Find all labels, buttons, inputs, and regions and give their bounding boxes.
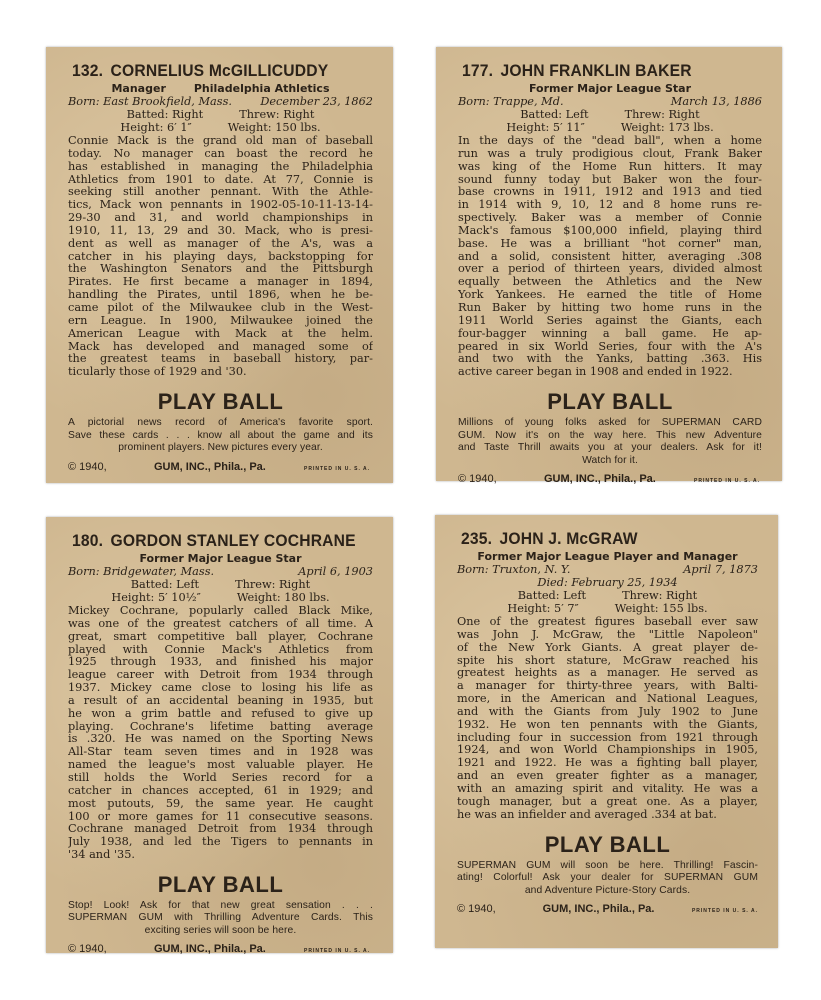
ad-line: and Taste Thrill awaits you at your dealers. Ask for it! bbox=[458, 442, 762, 454]
size-row bbox=[458, 121, 762, 134]
card-number: 132. bbox=[72, 61, 104, 80]
born-row bbox=[458, 95, 762, 108]
bio-line: playing. Cochrane's lifetime batting average bbox=[68, 720, 373, 733]
bio-line: American League with Mack at the helm. bbox=[68, 327, 373, 340]
baseball-card-132 bbox=[46, 47, 393, 483]
bio-line: equally between the Athletics and the New bbox=[458, 276, 762, 289]
bio-line: seeking still another pennant. With the Athle- bbox=[68, 186, 373, 199]
bio-line: with an amazing spirit and vitality. He was a bbox=[457, 782, 758, 795]
ad-line: exciting series will soon be here. bbox=[144, 924, 297, 936]
batted: Batted: Right bbox=[126, 108, 204, 121]
bio-line: 1924, and won World Championships in 1905, bbox=[457, 744, 758, 757]
publisher: GUM, INC., Phila., Pa. bbox=[544, 473, 656, 486]
play-ball-heading: PLAY BALL bbox=[547, 389, 673, 415]
ad-line: GUM. Now it's on the way here. This new Adventure bbox=[458, 429, 762, 441]
bio-line: over a period of thirteen years, divided almost bbox=[458, 263, 762, 276]
bio-line: Mickey Cochrane, popularly called Black Mike, bbox=[68, 605, 373, 617]
bio-line: he won a grim battle and refused to give up bbox=[68, 707, 373, 720]
bio-line: he was an infielder and averaged .334 at bat. bbox=[457, 808, 717, 821]
baseball-card-177 bbox=[436, 47, 782, 486]
subtitle-part: Manager bbox=[111, 82, 166, 95]
printed-in-usa: PRINTED IN U. S. A. bbox=[694, 478, 761, 485]
card-number: 180. bbox=[72, 531, 104, 550]
died-date: Died: February 25, 1934 bbox=[537, 576, 678, 589]
bio-line: July 1938, and led the Tigers to pennants in bbox=[68, 836, 373, 849]
bio-line: was one of the greatest catchers of all time. A bbox=[68, 617, 373, 630]
printed-in-usa: PRINTED IN U. S. A. bbox=[691, 908, 758, 914]
subtitle-part: Former Major League Player and Manager bbox=[477, 550, 738, 563]
subtitle-part: Former Major League Star bbox=[528, 82, 692, 95]
bio-line: All-Star team seven times and in 1928 was bbox=[68, 746, 373, 759]
bio-line: base crowns in 1911, 1912 and 1913 and tied bbox=[458, 186, 762, 199]
bio-line: ticularly those of 1929 and '30. bbox=[68, 366, 247, 379]
born-date: April 6, 1903 bbox=[298, 565, 373, 578]
bio-line: has established in managing the Philadelphia bbox=[68, 160, 373, 173]
bio-line: handling the Pirates, until 1896, when he be- bbox=[68, 289, 373, 302]
subtitle-part: Philadelphia Athletics bbox=[193, 82, 330, 95]
card-subtitle bbox=[68, 552, 373, 565]
bio-line: great, smart competitive ball player, Cochrane bbox=[68, 630, 373, 643]
bio-line: spite his short stature, McGraw reached his bbox=[457, 654, 758, 667]
bio-line: more, in the American and National Leagues, bbox=[457, 693, 758, 706]
player-name: JOHN FRANKLIN BAKER bbox=[500, 61, 692, 80]
card-subtitle bbox=[458, 82, 762, 95]
ad-line: and Adventure Picture-Story Cards. bbox=[524, 884, 691, 896]
baseball-card-180 bbox=[46, 517, 393, 956]
weight: Weight: 150 lbs. bbox=[227, 121, 321, 134]
bio-line: peared in six World Series, four with the A's bbox=[458, 340, 762, 353]
batting-row bbox=[457, 589, 758, 602]
copyright: © 1940, bbox=[457, 903, 496, 915]
bio-line: a result of an accidental beaning in 1935, but bbox=[68, 694, 373, 707]
bio-line: including four in succession from 1921 through bbox=[457, 731, 758, 744]
baseball-card-235 bbox=[435, 515, 778, 948]
height: Height: 5′ 11″ bbox=[506, 121, 585, 134]
bio-line: 1910, 11, 13, 29 and 30. Mack, who is presi- bbox=[68, 224, 373, 237]
bio-line: 1932. He won ten pennants with the Giants, bbox=[457, 718, 758, 731]
biography bbox=[68, 135, 373, 379]
card-number: 235. bbox=[461, 529, 493, 548]
bio-line: still holds the World Series record for a bbox=[68, 771, 373, 784]
card-footer bbox=[68, 461, 373, 473]
player-name: GORDON STANLEY COCHRANE bbox=[110, 531, 356, 550]
card-title bbox=[462, 61, 738, 81]
bio-line: greatest heights as a manager. He served as bbox=[457, 667, 758, 680]
ad-line: prominent players. New pictures every year. bbox=[118, 442, 323, 454]
bio-line: of the New York Giants. A great player de- bbox=[457, 641, 758, 654]
bio-line: four-bagger winning a ball game. He ap- bbox=[458, 327, 762, 340]
ad-line: SUPERMAN GUM will soon be here. Thrilling! Fascin- bbox=[457, 859, 758, 871]
publisher: GUM, INC., Phila., Pa. bbox=[154, 460, 266, 473]
player-name: CORNELIUS McGILLICUDDY bbox=[110, 61, 329, 80]
card-footer bbox=[68, 943, 373, 955]
bio-line: tics, Mack won pennants in 1902-05-10-11-13-14- bbox=[68, 199, 373, 212]
born-place: Born: East Brookfield, Mass. bbox=[68, 95, 232, 108]
bio-line: and an even greater fighter as a manager, bbox=[457, 770, 758, 783]
card-title bbox=[72, 61, 349, 81]
bio-line: One of the greatest figures baseball ever saw bbox=[457, 616, 758, 628]
weight: Weight: 173 lbs. bbox=[620, 121, 714, 134]
batted: Batted: Left bbox=[517, 589, 587, 602]
bio-line: 29-30 and 31, and world championships in bbox=[68, 212, 373, 225]
bio-line: active career began in 1908 and ended in 1922. bbox=[458, 366, 733, 379]
bio-line: and a solid, consistent hitter, averaging .308 bbox=[458, 250, 762, 263]
publisher: GUM, INC., Phila., Pa. bbox=[542, 903, 655, 915]
bio-line: Athletics from 1901 to date. At 77, Connie is bbox=[68, 173, 373, 186]
play-ball-heading: PLAY BALL bbox=[544, 831, 671, 857]
threw: Threw: Right bbox=[624, 108, 700, 121]
bio-line: and with the Giants from July 1902 to June bbox=[457, 705, 758, 718]
bio-line: and two with the Yanks, batting .363. His bbox=[458, 353, 762, 366]
card-number: 177. bbox=[462, 61, 494, 80]
born-row bbox=[68, 565, 373, 578]
bio-line: Mack's famous $100,000 infield, playing third bbox=[458, 224, 762, 237]
bio-line: dent as well as manager of the A's, was a bbox=[68, 237, 373, 250]
size-row bbox=[68, 121, 373, 134]
bio-line: 1911 World Series against the Giants, each bbox=[458, 314, 762, 327]
publisher: GUM, INC., Phila., Pa. bbox=[154, 943, 266, 956]
threw: Threw: Right bbox=[235, 578, 311, 591]
height: Height: 5′ 10½″ bbox=[111, 591, 201, 604]
batted: Batted: Left bbox=[520, 108, 589, 121]
bio-line: is .320. He was named on the Sporting News bbox=[68, 733, 373, 746]
born-place: Born: Bridgewater, Mass. bbox=[68, 565, 215, 578]
bio-line: in 1914 with 9, 10, 12 and 8 home runs re- bbox=[458, 199, 762, 212]
bio-line: played with Connie Mack's Athletics from bbox=[68, 643, 373, 656]
bio-line: York Yankees. He earned the title of Home bbox=[458, 289, 762, 302]
printed-in-usa: PRINTED IN U. S. A. bbox=[304, 465, 371, 472]
weight: Weight: 180 lbs. bbox=[236, 591, 330, 604]
play-ball-heading: PLAY BALL bbox=[157, 871, 284, 897]
bio-line: Pirates. He first became a manager in 1894, bbox=[68, 276, 373, 289]
biography bbox=[457, 616, 758, 822]
ad-line: Millions of young folks asked for SUPERMAN CARD bbox=[458, 417, 762, 429]
card-footer bbox=[457, 903, 758, 915]
died-row bbox=[457, 576, 758, 589]
bio-line: today. No manager can boast the record he bbox=[68, 147, 373, 160]
ad-line: ating! Colorful! Ask your dealer for SUPERMAN GUM bbox=[457, 872, 758, 883]
biography bbox=[458, 135, 762, 379]
bio-line: named the league's most valuable player. He bbox=[68, 759, 373, 772]
ad-line: Stop! Look! Ask for that new great sensation . . . bbox=[68, 899, 373, 911]
bio-line: the greatest teams in baseball history, par- bbox=[68, 353, 373, 366]
bio-line: run was a truly prodigious clout, Frank Baker bbox=[458, 147, 762, 160]
bio-line: was John J. McGraw, the "Little Napoleon" bbox=[457, 628, 758, 641]
bio-line: tough manager, but a great one. As a player, bbox=[457, 795, 758, 808]
batting-row bbox=[458, 108, 762, 121]
bio-line: sound funny today but Baker won the four- bbox=[458, 173, 762, 186]
born-place: Born: Truxton, N. Y. bbox=[457, 563, 571, 576]
ad-line: Watch for it. bbox=[582, 454, 638, 466]
born-date: April 7, 1873 bbox=[683, 563, 758, 576]
bio-line: 1937. Mickey came close to losing his life as bbox=[68, 682, 373, 695]
card-subtitle bbox=[68, 82, 373, 95]
bio-line: catcher in chances accepted, 61 in 1929; and bbox=[68, 784, 373, 797]
born-row bbox=[457, 563, 758, 576]
bio-line: ern League. In 1900, Milwaukee joined the bbox=[68, 314, 373, 327]
bio-line: Run Baker by hitting two home runs in the bbox=[458, 301, 762, 314]
printed-in-usa: PRINTED IN U. S. A. bbox=[304, 948, 371, 955]
card-subtitle bbox=[457, 550, 758, 563]
bio-line: the Washington Senators and the Pittsburgh bbox=[68, 263, 373, 276]
height: Height: 6′ 1″ bbox=[120, 121, 192, 134]
ad-line: Save these cards . . . know all about the game and its bbox=[68, 429, 373, 441]
batting-row bbox=[68, 108, 373, 121]
bio-line: 1921 and 1922. He was a fighting ball player, bbox=[457, 757, 758, 770]
height: Height: 5′ 7″ bbox=[507, 602, 579, 615]
bio-line: spectively. Baker was a member of Connie bbox=[458, 212, 762, 225]
bio-line: base. He was a brilliant "hot corner" man, bbox=[458, 237, 762, 250]
bio-line: '34 and '35. bbox=[68, 849, 135, 862]
threw: Threw: Right bbox=[239, 108, 315, 121]
ad-line: A pictorial news record of America's favorite sport. bbox=[68, 417, 373, 429]
bio-line: came pilot of the Milwaukee club in the West- bbox=[68, 301, 373, 314]
bio-line: 100 or more games for 11 consecutive seasons. bbox=[68, 810, 373, 823]
bio-line: league career with Detroit from 1934 through bbox=[68, 669, 373, 682]
batting-row bbox=[68, 578, 373, 591]
bio-line: was king of the Home Run hitters. It may bbox=[458, 160, 762, 173]
bio-line: most putouts, 59, the same year. He caught bbox=[68, 797, 373, 810]
bio-line: Cochrane managed Detroit from 1934 through bbox=[68, 823, 373, 836]
bio-line: catcher in his playing days, backstopping for bbox=[68, 250, 373, 263]
size-row bbox=[457, 602, 758, 615]
born-date: December 23, 1862 bbox=[260, 95, 373, 108]
card-title bbox=[72, 531, 356, 551]
weight: Weight: 155 lbs. bbox=[614, 602, 708, 615]
biography bbox=[68, 605, 373, 862]
bio-line: 1925 through 1933, and finished his major bbox=[68, 656, 373, 669]
threw: Threw: Right bbox=[622, 589, 698, 602]
bio-line: Connie Mack is the grand old man of baseball bbox=[68, 135, 373, 147]
bio-line: In the days of the "dead ball", when a home bbox=[458, 135, 762, 147]
player-name: JOHN J. McGRAW bbox=[499, 529, 638, 548]
copyright: © 1940, bbox=[68, 943, 107, 956]
bio-line: Mack has developed and managed some of bbox=[68, 340, 373, 353]
subtitle-part: Former Major League Star bbox=[139, 552, 302, 565]
ad-line: SUPERMAN GUM with Thrilling Adventure Cards. This bbox=[68, 912, 373, 924]
born-place: Born: Trappe, Md. bbox=[458, 95, 564, 108]
bio-line: a manager for thirty-three years, with Balti- bbox=[457, 680, 758, 693]
batted: Batted: Left bbox=[130, 578, 200, 591]
card-footer bbox=[458, 473, 762, 485]
play-ball-heading: PLAY BALL bbox=[157, 389, 284, 415]
born-row bbox=[68, 95, 373, 108]
card-title bbox=[461, 529, 734, 549]
born-date: March 13, 1886 bbox=[670, 95, 762, 108]
copyright: © 1940, bbox=[68, 460, 107, 473]
copyright: © 1940, bbox=[458, 473, 497, 486]
size-row bbox=[68, 591, 373, 604]
